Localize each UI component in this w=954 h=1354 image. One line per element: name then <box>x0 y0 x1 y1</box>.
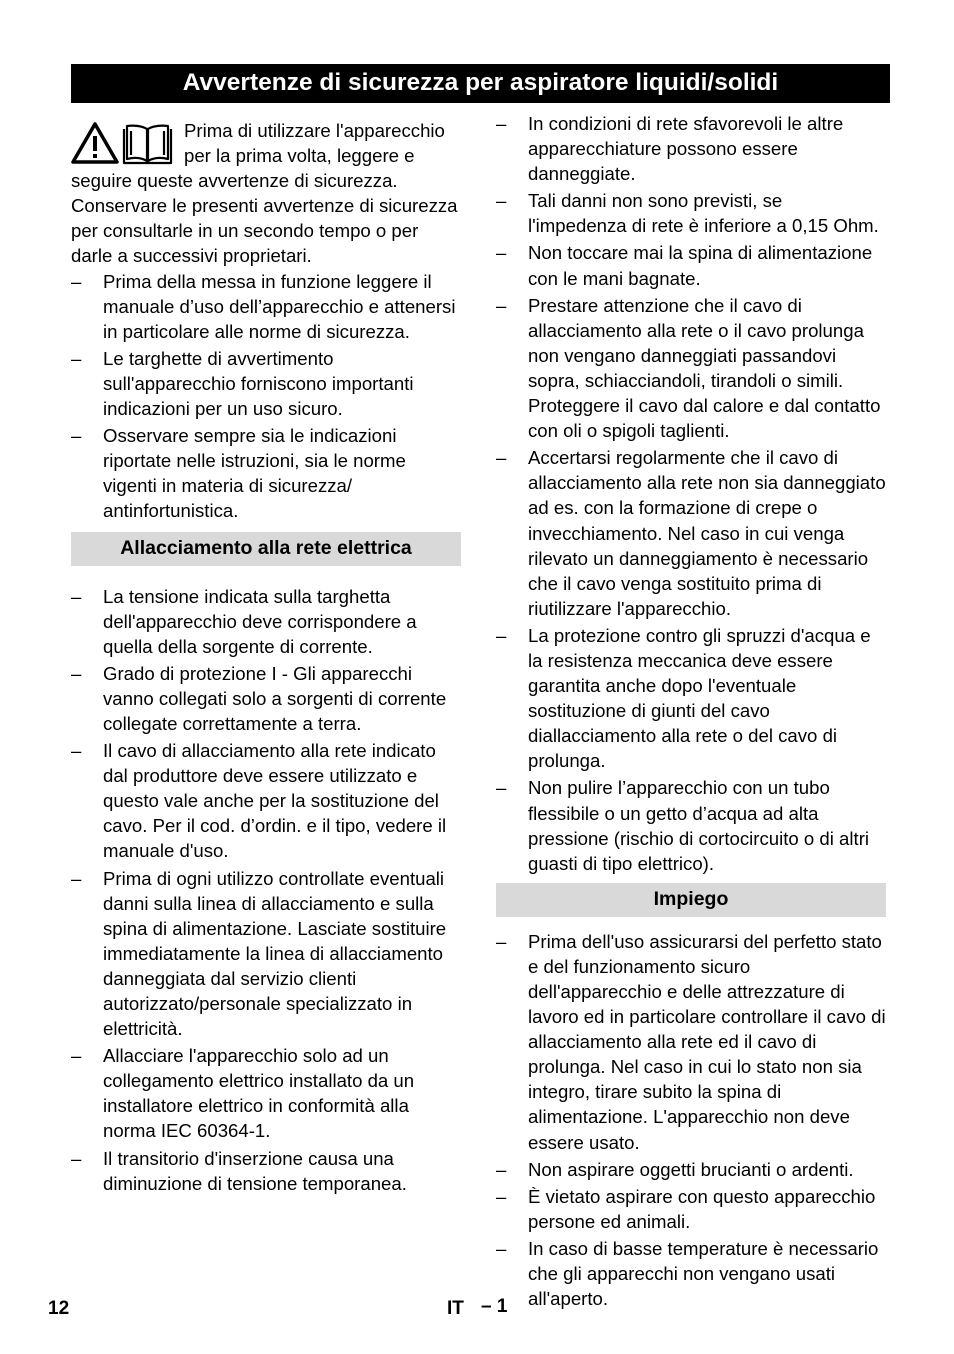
intro-icons <box>71 121 174 167</box>
general-safety-list <box>71 269 461 524</box>
list-item <box>71 423 461 523</box>
list-item-text: Il cavo di allacciamento alla rete indicato dal produttore deve essere utilizzato e questo vale anche per la sostituzione del cavo. Per il cod. d’ordin. e il tipo, vedere il manuale d'uso. <box>103 740 447 862</box>
list-item-text: Accertarsi regolarmente che il cavo di allacciamento alla rete non sia danneggiato ad es. con la formazione di crepe o invecchiamento. Nel caso in cui venga rilevato un danneggiamento è necessario che il cavo venga sostituito prima di riutilizzare l'apparecchio. <box>528 447 886 619</box>
language-code: IT <box>447 1298 464 1319</box>
list-item-text: Prima della messa in funzione leggere il manuale d’uso dell’apparecchio e attenersi in particolare alle norme di sicurezza. <box>103 270 456 342</box>
intro-text: Prima di utilizzare l'apparecchio per la prima volta, leggere e seguire queste avvertenze di sicurezza. Conservare le presenti avvertenze di sicurezza per consultarle in un secondo tempo o per darle a successivi proprietari. <box>71 120 458 267</box>
list-item <box>496 623 886 774</box>
list-item <box>71 584 461 659</box>
warning-triangle-icon <box>73 124 117 162</box>
list-item-text: La protezione contro gli spruzzi d'acqua e la resistenza meccanica deve essere garantita anche dopo l'eventuale sostituzione di giunti del cavo diallacciamento alla rete o del cavo di prolunga. <box>528 624 871 772</box>
list-item-text: Allacciare l'apparecchio solo ad un collegamento elettrico installato da un installatore elettrico in conformità alla norma IEC 60364-1. <box>103 1045 415 1142</box>
list-item <box>71 738 461 863</box>
list-item <box>71 346 461 421</box>
dash-bullet: – <box>496 1158 507 1180</box>
list-item <box>496 240 886 290</box>
dash-bullet: – <box>496 294 507 316</box>
page-number: 12 <box>48 1298 70 1319</box>
list-item-text: In caso di basse temperature è necessario che gli apparecchi non vengano usati all'aperto. <box>528 1237 879 1310</box>
dash-bullet: – <box>496 190 507 212</box>
list-item <box>496 293 886 444</box>
list-item <box>496 188 886 238</box>
dash-bullet: – <box>496 113 507 134</box>
list-item <box>496 775 886 875</box>
left-column <box>71 118 461 1198</box>
list-item-text: È vietato aspirare con questo apparecchio persone ed animali. <box>528 1185 876 1232</box>
list-item <box>71 1146 461 1196</box>
list-item-text: Il transitorio d'inserzione causa una diminuzione di tensione temporanea. <box>103 1147 407 1194</box>
list-item-text: Prima dell'uso assicurarsi del perfetto stato e del funzionamento sicuro dell'apparecchio e delle attrezzature di lavoro ed in particolare controllare il cavo di allacciamento alla rete ed il cavo di prolunga. Nel caso in cui lo stato non sia integro, tirare subito la spina di alimentazione. L'apparecchio non deve essere usato. <box>528 930 886 1153</box>
dash-bullet: – <box>496 777 507 799</box>
dash-bullet: – <box>71 1147 82 1169</box>
list-item-text: La tensione indicata sulla targhetta dell'apparecchio deve corrispondere a quella della sorgente di corrente. <box>103 585 417 657</box>
list-item-text: In condizioni di rete sfavorevoli le altre apparecchiature possono essere danneggiate. <box>528 113 844 185</box>
page-title: Avvertenze di sicurezza per aspiratore liquidi/solidi <box>71 64 890 103</box>
section-heading-power: Allacciamento alla rete elettrica <box>71 532 461 566</box>
dash-bullet: – <box>71 425 82 447</box>
list-item <box>496 445 886 621</box>
list-item <box>496 1236 886 1311</box>
list-item-text: Tali danni non sono previsti, se l'impedenza di rete è inferiore a 0,15 Ohm. <box>528 190 879 237</box>
dash-bullet: – <box>71 270 82 292</box>
dash-bullet: – <box>496 242 507 264</box>
list-item-text: Prima di ogni utilizzo controllate eventuali danni sulla linea di allacciamento e sulla spina di alimentazione. Lasciate sostituire immediatamente la linea di allacciamento danneggiata dal servizio clienti autorizzato/personale specializzato in elettricità. <box>103 867 447 1040</box>
dash-bullet: – <box>496 447 507 469</box>
section-page-number: – 1 <box>481 1296 508 1317</box>
use-list <box>496 929 886 1311</box>
dash-bullet: – <box>71 740 82 762</box>
dash-bullet: – <box>71 347 82 369</box>
dash-bullet: – <box>71 662 82 684</box>
list-item <box>71 269 461 344</box>
list-item <box>71 866 461 1042</box>
list-item-text: Osservare sempre sia le indicazioni riportate nelle istruzioni, sia le norme vigenti in materia di sicurezza/ antinfortunistica. <box>103 425 406 522</box>
list-item <box>496 929 886 1155</box>
list-item <box>496 111 886 186</box>
dash-bullet: – <box>71 1045 82 1067</box>
section-heading-use: Impiego <box>496 883 886 917</box>
list-item <box>71 1043 461 1143</box>
list-item-text: Prestare attenzione che il cavo di allacciamento alla rete o il cavo prolunga non vengano danneggiati passandovi sopra, schiacciandoli, tirandoli o simili. Proteggere il cavo dal calore e dal contatto con oli o spigoli taglienti. <box>528 294 881 442</box>
power-list-part2 <box>496 111 886 876</box>
dash-bullet: – <box>496 1185 507 1207</box>
list-item-text: Non toccare mai la spina di alimentazione con le mani bagnate. <box>528 242 873 289</box>
list-item-text: Grado di protezione I - Gli apparecchi vanno collegati solo a sorgenti di corrente collegate correttamente a terra. <box>103 662 447 734</box>
manual-book-icon <box>124 126 171 163</box>
right-column <box>496 111 886 1313</box>
list-item <box>496 1184 886 1234</box>
dash-bullet: – <box>496 1237 507 1259</box>
list-item <box>71 661 461 736</box>
dash-bullet: – <box>496 930 507 952</box>
list-item <box>496 1157 886 1182</box>
dash-bullet: – <box>496 624 507 646</box>
safety-icons <box>71 121 174 165</box>
list-item-text: Le targhette di avvertimento sull'apparecchio forniscono importanti indicazioni per un uso sicuro. <box>103 347 414 420</box>
dash-bullet: – <box>71 585 82 607</box>
dash-bullet: – <box>71 867 82 889</box>
list-item-text: Non pulire l’apparecchio con un tubo flessibile o un getto d’acqua ad alta pressione (rischio di cortocircuito o di altri guasti di tipo elettrico). <box>528 777 870 874</box>
power-list-part1 <box>71 584 461 1196</box>
list-item-text: Non aspirare oggetti brucianti o ardenti. <box>528 1158 854 1180</box>
intro-block <box>71 118 461 269</box>
